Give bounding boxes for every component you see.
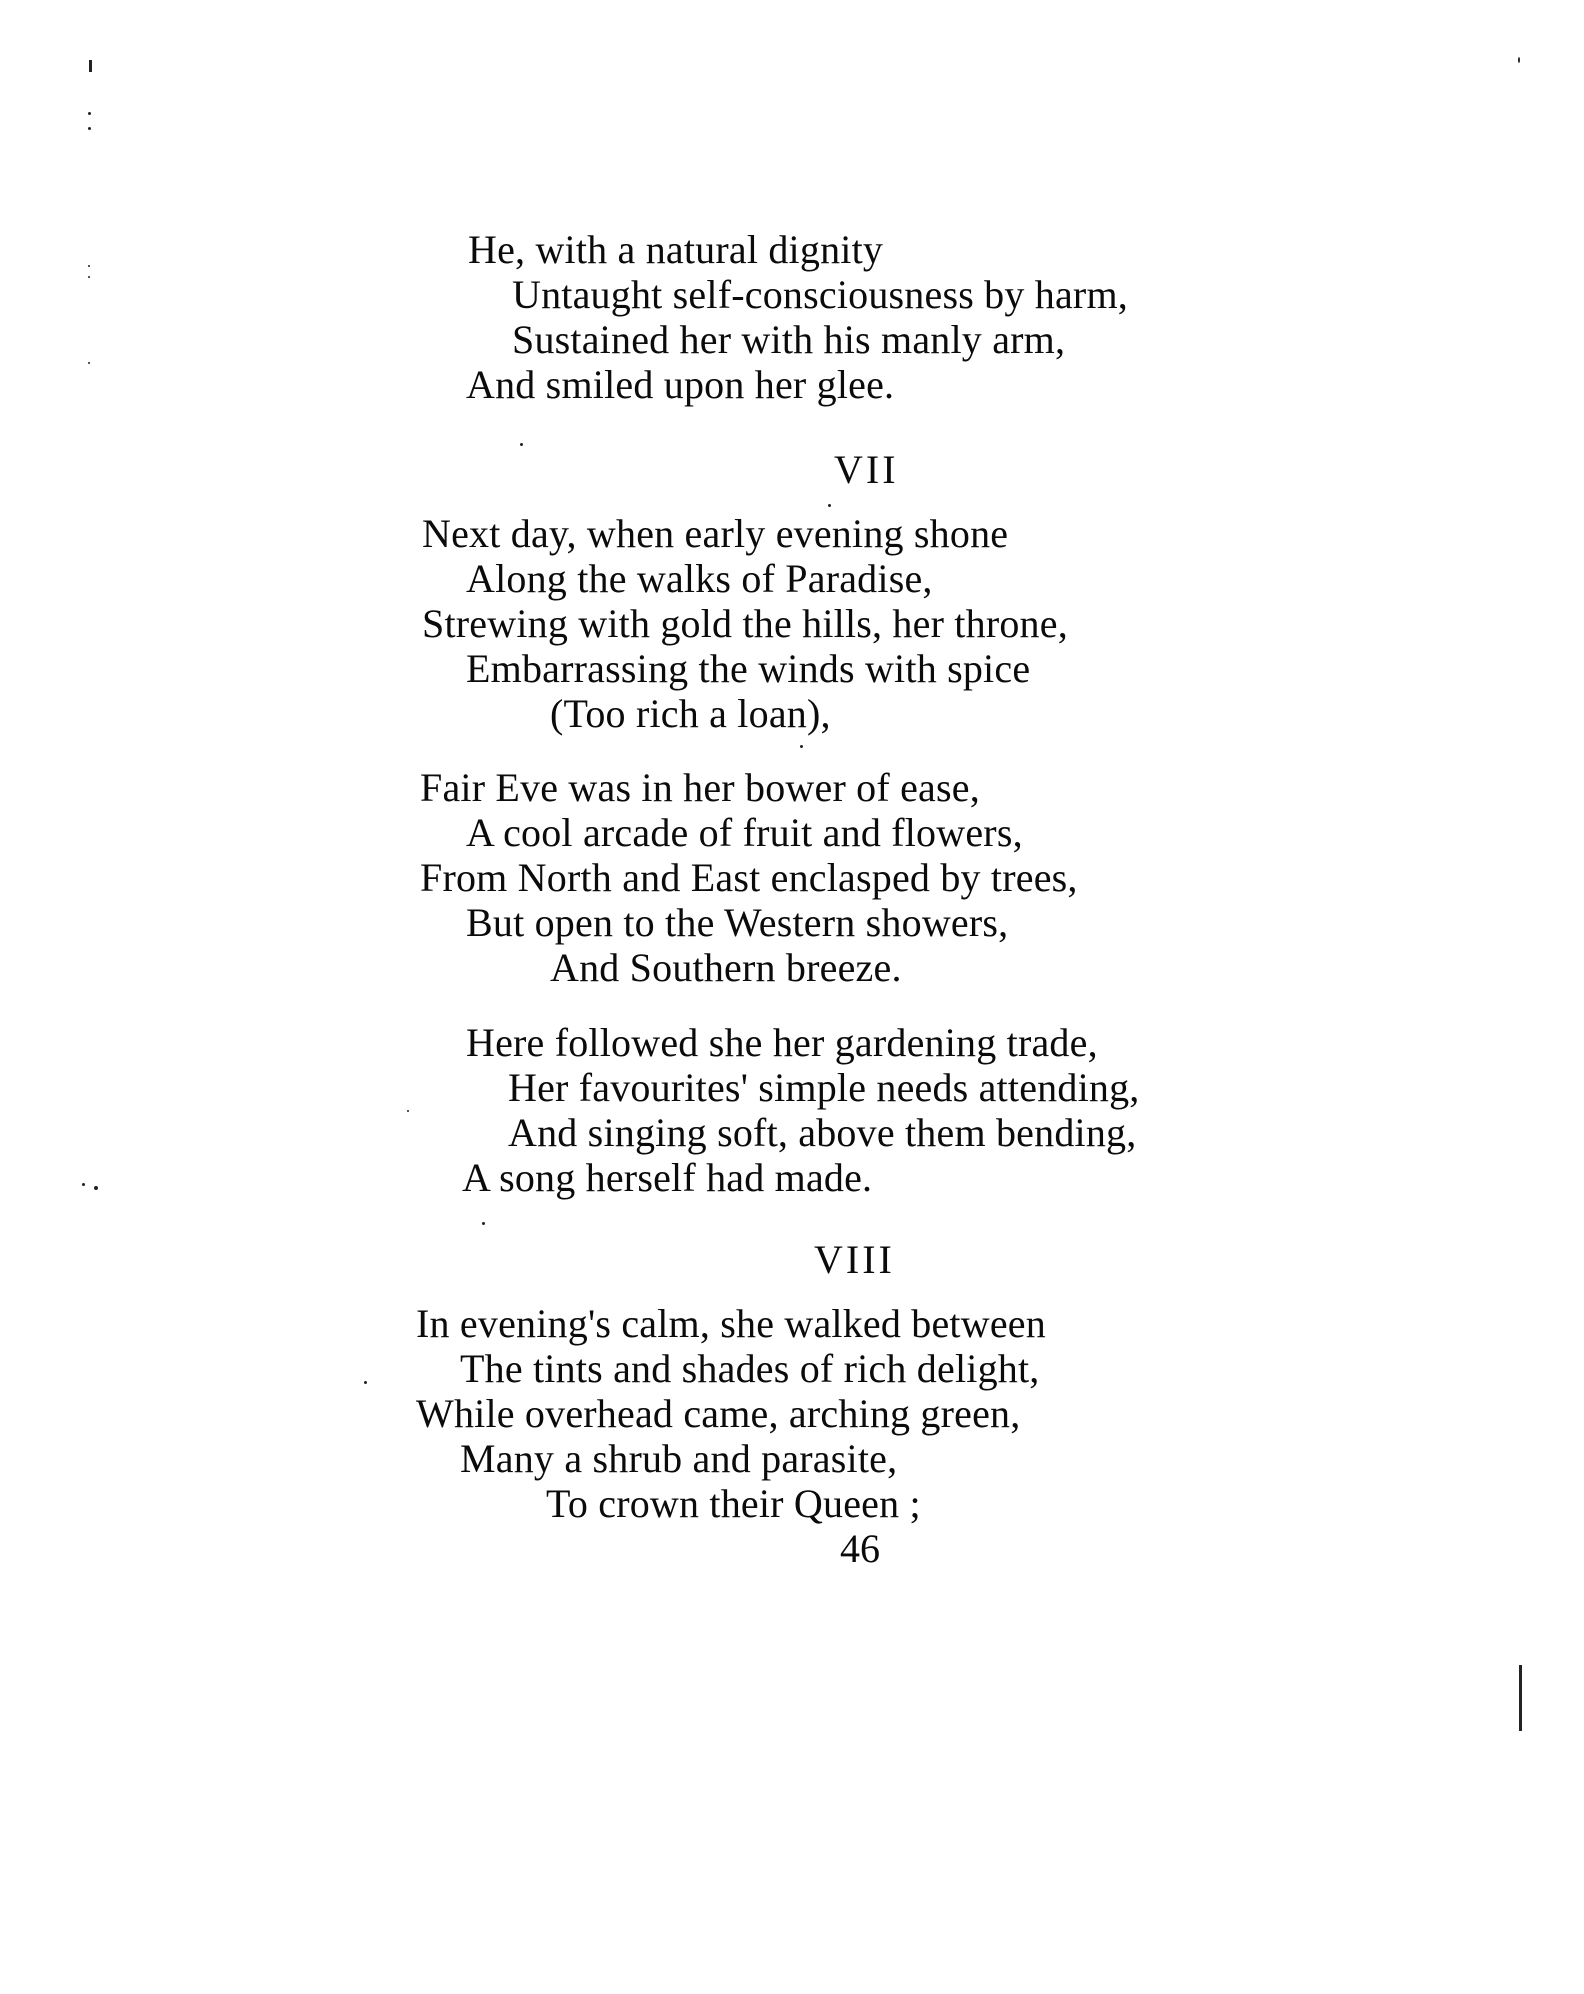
scan-speck (520, 443, 523, 446)
scan-speck (94, 1186, 98, 1190)
verse-line: Untaught self-consciousness by harm, (512, 272, 1128, 317)
verse-line: A song herself had made. (462, 1155, 873, 1200)
verse-line: Strewing with gold the hills, her throne, (422, 601, 1068, 646)
scan-mark (1519, 1665, 1522, 1731)
verse-line: While overhead came, arching green, (416, 1391, 1021, 1436)
verse-line: And Southern breeze. (550, 945, 902, 990)
verse-line: But open to the Western showers, (466, 900, 1009, 945)
scan-speck (82, 1183, 85, 1186)
verse-line: Along the walks of Paradise, (466, 556, 933, 601)
verse-line: A cool arcade of fruit and flowers, (466, 810, 1023, 855)
verse-line: From North and East enclasped by trees, (420, 855, 1078, 900)
verse-line: Sustained her with his manly arm, (512, 317, 1066, 362)
scan-speck (364, 1381, 367, 1384)
scan-speck (828, 504, 831, 507)
scan-speck (88, 127, 91, 130)
verse-line: In evening's calm, she walked between (416, 1301, 1046, 1346)
scan-speck (88, 112, 91, 115)
page-number: 46 (840, 1526, 880, 1571)
scan-speck (1518, 57, 1520, 63)
verse-line: He, with a natural dignity (468, 227, 884, 272)
verse-line: Next day, when early evening shone (422, 511, 1009, 556)
section-heading: VIII (814, 1237, 895, 1282)
verse-line: And smiled upon her glee. (466, 362, 895, 407)
verse-line: (Too rich a loan), (550, 691, 831, 736)
scan-speck (407, 1110, 409, 1112)
scan-speck (482, 1222, 485, 1225)
section-heading: VII (834, 447, 899, 492)
verse-line: Many a shrub and parasite, (460, 1436, 898, 1481)
verse-line: Fair Eve was in her bower of ease, (420, 765, 980, 810)
scan-speck (88, 362, 90, 364)
verse-line: To crown their Queen ; (546, 1481, 921, 1526)
scan-speck (88, 276, 90, 278)
verse-line: Embarrassing the winds with spice (466, 646, 1031, 691)
verse-line: Here followed she her gardening trade, (466, 1020, 1098, 1065)
verse-line: Her favourites' simple needs attending, (508, 1065, 1140, 1110)
scan-mark (89, 60, 92, 72)
scan-speck (88, 265, 90, 267)
scan-speck (800, 745, 803, 748)
verse-line: The tints and shades of rich delight, (460, 1346, 1040, 1391)
verse-line: And singing soft, above them bending, (508, 1110, 1137, 1155)
